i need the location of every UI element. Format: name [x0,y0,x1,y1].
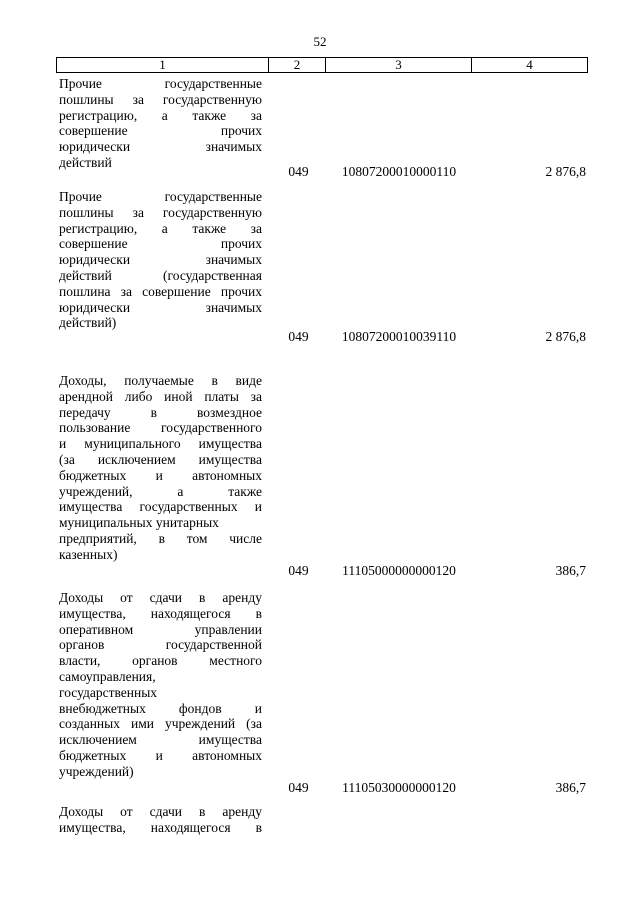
description-line: самоуправления, [59,668,156,684]
header-col-4: 4 [526,57,533,72]
description-line: совершение прочих [59,123,262,139]
description-line: пользование государственного [59,420,262,436]
admin-code: 049 [288,780,309,795]
row-description [59,804,262,836]
admin-code: 049 [288,164,309,179]
description-line: созданных ими учреждений (за [59,716,262,732]
description-line: учреждений) [59,763,134,779]
amount: 386,7 [555,563,586,578]
header-col-1: 1 [57,58,269,72]
description-line: юридически значимых [59,299,262,315]
description-line: исключением имущества [59,732,262,748]
description-line: оперативном управлении [59,621,262,637]
description-line: совершение прочих [59,236,262,252]
description-line: имущества, находящегося в [59,819,262,835]
description-line: внебюджетных фондов и [59,700,262,716]
description-line: бюджетных и автономных [59,747,262,763]
description-line: действий (государственная [59,267,262,283]
description-line: (за исключением имущества [59,451,262,467]
description-line: регистрацию, а также за [59,107,262,123]
description-line: арендной либо иной платы за [59,388,262,404]
header-col-3: 3 [326,58,472,72]
amount: 386,7 [555,780,586,795]
description-line: Прочие государственные [59,189,262,204]
budget-code: 11105030000000120 [342,780,456,795]
description-line: передачу в возмездное [59,404,262,420]
description-line: органов государственной [59,637,262,653]
amount: 2 876,8 [545,164,586,179]
row-description [59,189,262,331]
budget-code: 11105000000000120 [342,563,456,578]
description-line: бюджетных и автономных [59,467,262,483]
description-line: имущества, находящегося в [59,605,262,621]
admin-code: 049 [288,329,309,344]
row-description [59,373,262,563]
admin-code: 049 [288,563,309,578]
description-line: регистрацию, а также за [59,220,262,236]
description-line: пошлины за государственную [59,204,262,220]
table-header [56,57,588,73]
amount: 2 876,8 [545,329,586,344]
description-line: Доходы от сдачи в аренду [59,590,262,605]
description-line: пошлина за совершение прочих [59,283,262,299]
budget-code: 10807200010039110 [341,329,457,344]
row-description [59,76,262,171]
description-line: Прочие государственные [59,76,262,91]
description-line: Доходы, получаемые в виде [59,373,262,388]
row-description [59,590,262,780]
description-line: действий) [59,315,117,331]
description-line: пошлины за государственную [59,91,262,107]
description-line: предприятий, в том числе [59,530,262,546]
description-line: и муниципального имущества [59,436,262,452]
description-line: действий [59,154,112,170]
description-line: казенных) [59,546,118,562]
page-number: 52 [313,34,327,49]
description-line: учреждений, а также [59,483,262,499]
description-line: юридически значимых [59,252,262,268]
description-line: власти, органов местного [59,653,262,669]
description-line: государственных [59,684,158,700]
description-line: муниципальных унитарных [59,515,219,531]
description-line: юридически значимых [59,139,262,155]
budget-code: 10807200010000110 [341,164,457,179]
description-line: Доходы от сдачи в аренду [59,804,262,819]
header-col-2: 2 [269,58,326,72]
description-line: имущества государственных и [59,499,262,515]
